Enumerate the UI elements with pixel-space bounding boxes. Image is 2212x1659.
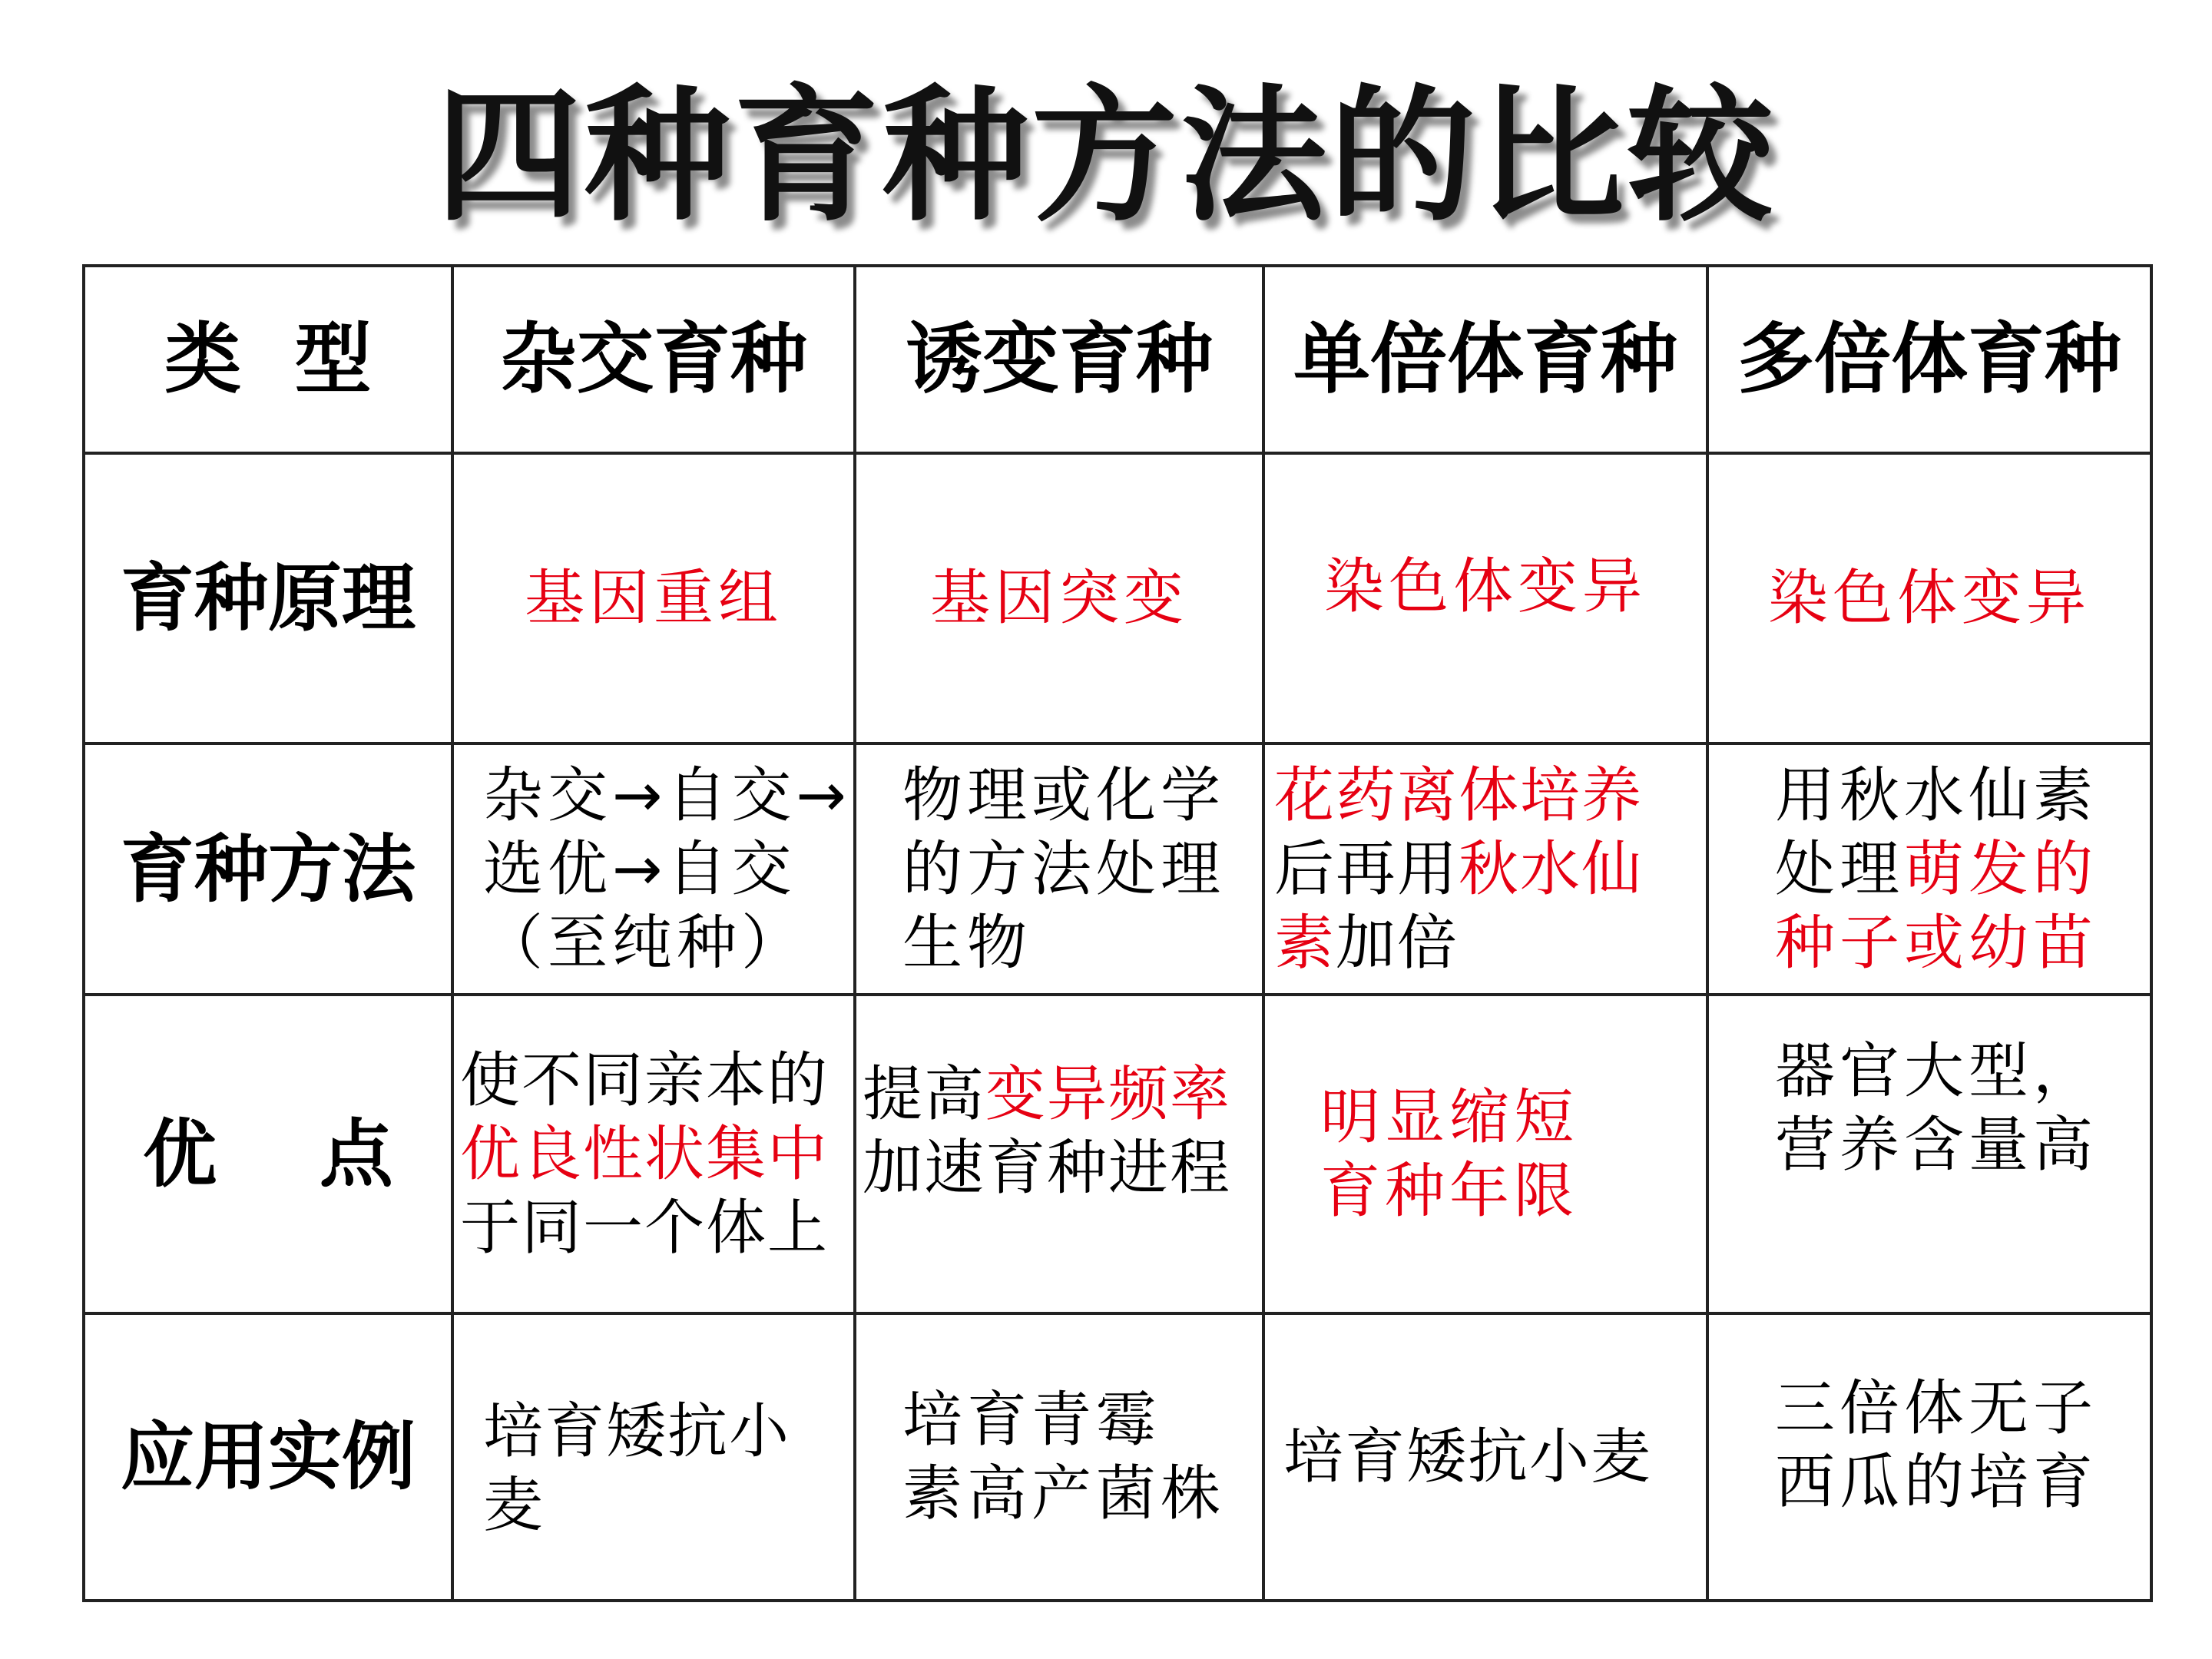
method-hybrid-line1: 杂交→自交→ [483,760,851,830]
example-polyploid [1707,1313,2151,1601]
method-haploid-line3-b: 加倍 [1336,908,1459,978]
row-label-principle: 育种原理 [84,453,452,743]
advantage-mutation [855,995,1263,1313]
advantage-polyploid-line2: 营养含量高 [1775,1110,2098,1180]
method-haploid-line2-red: 秋水仙 [1459,834,1644,904]
header-polyploid-breeding: 多倍体育种 [1707,266,2151,453]
method-mutation [855,743,1263,995]
method-mutation-line2: 的方法处理 [902,834,1226,904]
method-haploid-line1: 花药离体培养 [1274,760,1644,830]
example-mutation-line1: 培育青霉 [902,1386,1161,1455]
header-mutation-breeding: 诱变育种 [855,266,1263,453]
advantage-haploid-line2: 育种年限 [1320,1156,1579,1226]
advantage-haploid [1263,995,1707,1313]
example-mutation [855,1313,1263,1601]
table-row-example [84,1313,2151,1601]
example-polyploid-line1: 三倍体无子 [1775,1374,2098,1443]
advantage-mutation-line1-red: 变异频率 [985,1059,1232,1129]
comparison-table [82,264,2153,1602]
advantage-hybrid-line2: 优良性状集中 [460,1119,830,1189]
advantage-hybrid-line3: 于同一个体上 [460,1193,830,1263]
table-row-method [84,743,2151,995]
method-haploid [1263,743,1707,995]
example-polyploid-line2: 西瓜的培育 [1775,1448,2098,1517]
header-type: 类 型 [84,266,452,453]
row-label-example: 应用实例 [84,1313,452,1601]
header-haploid-breeding: 单倍体育种 [1263,266,1707,453]
method-polyploid-line1: 用秋水仙素 [1775,760,2098,830]
method-hybrid-line3: （至纯种） [483,908,806,978]
advantage-mutation-line2: 加速育种进程 [863,1133,1232,1203]
advantage-mutation-line1-a: 提高 [863,1059,986,1129]
method-polyploid-line2-a: 处理 [1775,834,1905,904]
page-title: 四种育种方法的比较 [435,70,1777,241]
example-haploid: 培育矮抗小麦 [1263,1313,1707,1601]
method-polyploid-line2-red: 萌发的 [1904,834,2098,904]
method-haploid-line3-red: 素 [1274,908,1336,978]
table-row-advantage [84,995,2151,1313]
advantage-polyploid-line1: 器官大型， [1775,1036,2098,1106]
principle-polyploid: 染色体变异 [1707,453,2151,743]
table-row-principle [84,453,2151,743]
principle-haploid: 染色体变异 [1263,453,1707,743]
example-hybrid: 培育矮抗小麦 [452,1313,855,1601]
principle-mutation: 基因突变 [855,453,1263,743]
row-label-method: 育种方法 [84,743,452,995]
method-mutation-line1: 物理或化学 [902,760,1226,830]
example-mutation-line2: 素高产菌株 [902,1459,1226,1528]
method-mutation-line3: 生物 [902,908,1032,978]
method-polyploid-line3: 种子或幼苗 [1775,908,2098,978]
table-header-row [84,266,2151,453]
method-haploid-line2-a: 后再用 [1274,834,1459,904]
method-polyploid [1707,743,2151,995]
advantage-haploid-line1: 明显缩短 [1320,1082,1579,1152]
method-hybrid-line2: 选优→自交 [483,834,796,904]
row-label-advantage: 优 点 [84,995,452,1313]
principle-hybrid: 基因重组 [452,453,855,743]
advantage-hybrid-line1: 使不同亲本的 [460,1045,830,1115]
header-hybrid-breeding: 杂交育种 [452,266,855,453]
advantage-hybrid [452,995,855,1313]
advantage-polyploid [1707,995,2151,1313]
method-hybrid [452,743,855,995]
